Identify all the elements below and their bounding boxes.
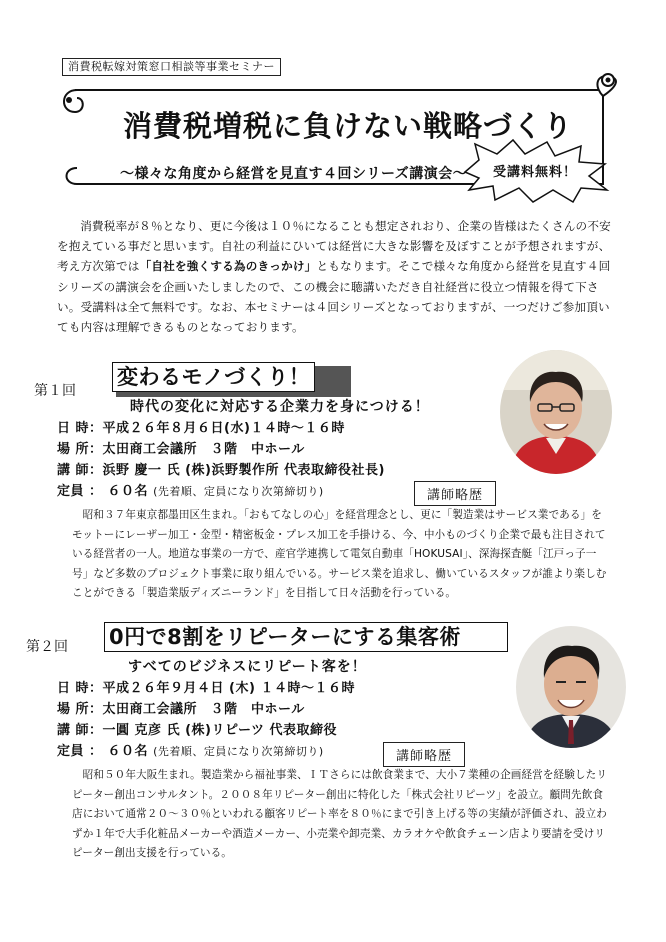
session1-bio-tag: 講師略歴 [414, 481, 496, 506]
session1-title: 変わるモノづくり！ [112, 362, 315, 392]
session2-bio-text: 昭和５０年大阪生まれ。製造業から福祉事業、ＩＴさらには飲食業まで、大小７業種の企画経営を経験したリピーター創出コンサルタント。２００８年リピーター創出に特化した「株式会社リピーツ」を設立。顧問先飲食店において通常２０～３０％といわれる顧客リピート率を８０％にまで引き上げる等の実績が評価され、設立わずか１年で大手化粧品メーカーや酒造メーカー、小売業や卸売業、カラオケや飲食チェーン店より要請を受けリピーター創出支援を行っている。 [72, 769, 608, 860]
session1-capacity-note: (先着順、定員になり次第締切り) [153, 485, 324, 498]
session1-bio-text: 昭和３７年東京都墨田区生まれ。「おもてなしの心」を経営理念とし、更に「製造業はサービス業である」をモットーにレーザー加工・金型・精密板金・プレス加工を手掛ける、今、中小ものづくり企業で最も注目されている経営者の一人。地道な事業の一方で、産官学連携して電気自動車「HOKUSAI」、深海探査艇「江戸っ子一号」など多数のプロジェクト事業に取り組んでいる。サービス業を追求し、働いているスタッフが誰より楽しむことができる「製造業版ディズニーランド」を目指して日々活動を行っている。 [72, 509, 607, 600]
session2-capacity-note: (先着順、定員になり次第締切り) [153, 745, 324, 758]
session1-date: 日 時：平成２６年８月６日(水)１４時～１６時 [57, 421, 345, 436]
session1-capacity: 定員 ： ６０名 [57, 484, 149, 499]
session1-speaker: 講 師：浜野 慶一 氏 (株)浜野製作所 代表取締役社長) [57, 463, 385, 478]
session2-title: 0円で8割をリピーターにする集客術 [104, 622, 508, 652]
session1-info [57, 418, 385, 502]
series-tag: 消費税転嫁対策窓口相談等事業セミナー [62, 58, 281, 76]
session2-bio [72, 766, 607, 864]
session1-bio [72, 506, 607, 604]
speaker1-photo [500, 350, 612, 474]
session1-label: 第１回 [34, 383, 76, 399]
intro-part2: ともなります。そこで様々な角度から経営を見直す４回シリーズの講演会を企画いたしましたので、この機会に聴講いただき自社経営に役立つ情報を得て下さい。受講料は全て無料です。なお、本セミナーは４回シリーズとなっておりますが、一つだけご参加頂いても内容は理解できるものとなっております。 [57, 259, 611, 335]
session1-place: 場 所：太田商工会議所 ３階 中ホール [57, 442, 305, 457]
session2-info [57, 678, 355, 762]
main-title: 消費税増税に負けない戦略づくり [122, 109, 573, 143]
session2-label: 第２回 [26, 639, 68, 655]
session2-capacity: 定員 ： ６０名 [57, 744, 149, 759]
session2-subtitle: すべてのビジネスにリピート客を！ [128, 659, 367, 675]
session2-speaker: 講 師：一圓 克彦 氏 (株)リピーツ 代表取締役 [57, 723, 337, 738]
intro-paragraph [57, 216, 612, 337]
session2-bio-tag: 講師略歴 [383, 742, 465, 767]
free-badge-text: 受講料無料！ [493, 165, 578, 180]
intro-emphasis: 「自社を強くする為のきっかけ」 [139, 259, 317, 274]
session2-date: 日 時：平成２６年９月４日 (木) １４時～１６時 [57, 681, 355, 696]
session1-subtitle: 時代の変化に対応する企業力を身につける！ [130, 399, 430, 415]
intro-part1: 消費税率が８％となり、更に今後は１０％になることも想定されおり、企業の皆様はたくさんの不安を抱えている事だと思います。自社の利益にひいては経営に大きな影響を及ぼすことが予想されますが、考え方次第では [57, 219, 611, 274]
session2-place: 場 所：太田商工会議所 ３階 中ホール [57, 702, 305, 717]
subtitle: ～様々な角度から経営を見直す４回シリーズ講演会～ [120, 166, 468, 182]
speaker2-photo [516, 626, 626, 748]
